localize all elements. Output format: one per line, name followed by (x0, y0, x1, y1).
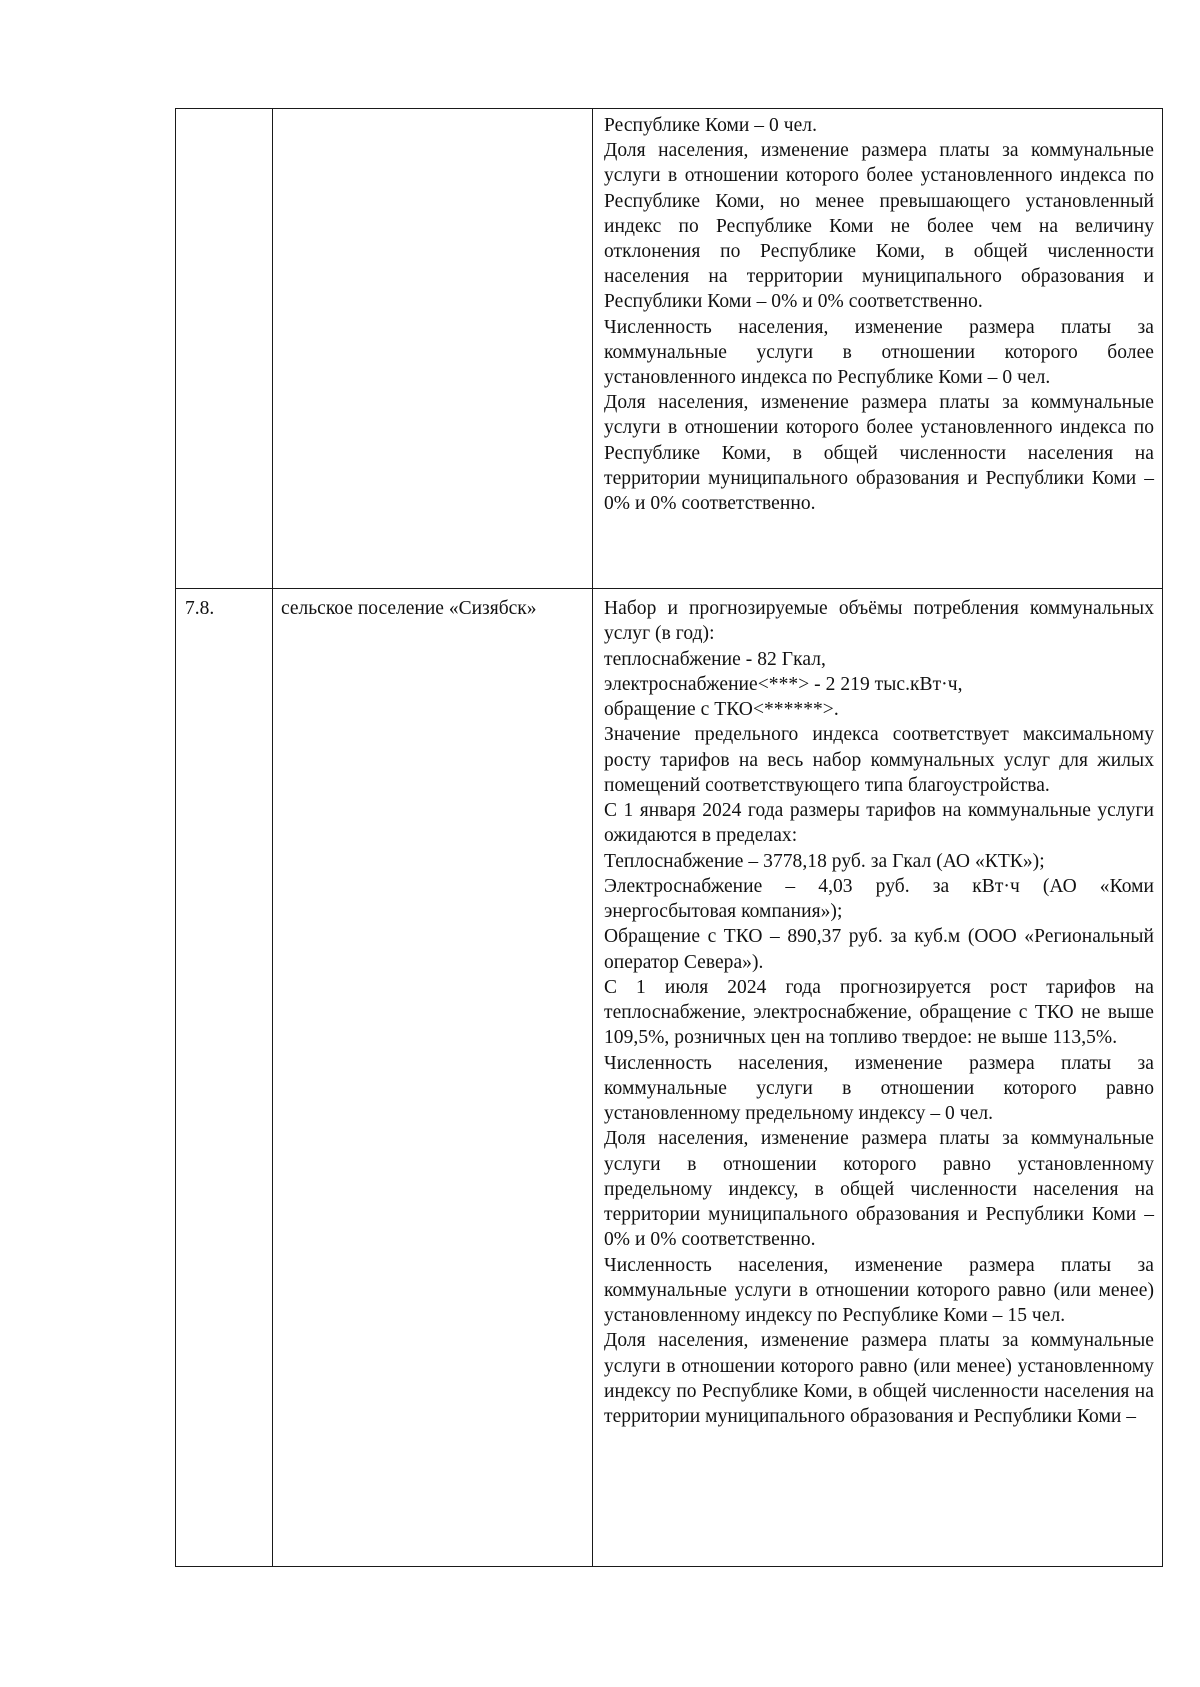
description-paragraph: Доля населения, изменение размера платы за коммунальные услуги в отношении которого более установленного индекса по Республике Коми, в общей численности населения на территории муниципального образования и Республики Коми – 0% и 0% соответственно. (604, 392, 1154, 515)
description-paragraph: электроснабжение<***> - 2 219 тыс.кВт·ч, (604, 673, 963, 695)
row-number-cell (176, 109, 273, 589)
description-paragraph: Республике Коми – 0 чел. (604, 115, 818, 136)
description-paragraph: Доля населения, изменение размера платы за коммунальные услуги в отношении которого более установленного индекса по Республике Коми, но менее превышающего установленный индекс по Республике Коми не более чем на величину отклонения по Республике Коми, в общей численности населения на территории муниципального образования и Республики Коми – 0% и 0% соответственно. (604, 140, 1154, 313)
description-paragraph: С 1 января 2024 года размеры тарифов на коммунальные услуги ожидаются в пределах: (604, 800, 1154, 847)
row-description-cell (593, 109, 1163, 589)
description-paragraph: Электроснабжение – 4,03 руб. за кВт·ч (АО «Коми энергосбытовая компания»); (604, 875, 1154, 922)
description-paragraph: теплоснабжение - 82 Гкал, (604, 648, 826, 670)
description-paragraph: Набор и прогнозируемые объёмы потребления коммунальных услуг (в год): (604, 598, 1154, 645)
description-paragraph: Теплоснабжение – 3778,18 руб. за Гкал (АО «КТК»); (604, 850, 1045, 872)
table-row (176, 589, 1163, 1567)
description-paragraph: Численность населения, изменение размера платы за коммунальные услуги в отношении которого более установленного индекса по Республике Коми – 0 чел. (604, 316, 1154, 389)
tariff-table (175, 108, 1163, 1567)
row-description-cell (593, 589, 1163, 1567)
description-paragraph: Численность населения, изменение размера платы за коммунальные услуги в отношении которого равно (или менее) установленному индексу по Республике Коми – 15 чел. (604, 1254, 1154, 1326)
description-paragraph: Значение предельного индекса соответствует максимальному росту тарифов на весь набор коммунальных услуг для жилых помещений соответствующего типа благоустройства. (604, 724, 1154, 796)
row-number-cell: 7.8. (176, 589, 273, 1567)
description-paragraph: Обращение с ТКО – 890,37 руб. за куб.м (ООО «Региональный оператор Севера»). (604, 926, 1154, 973)
table-row (176, 109, 1163, 589)
description-paragraph: Численность населения, изменение размера платы за коммунальные услуги в отношении которого равно установленному предельному индексу – 0 чел. (604, 1052, 1154, 1124)
description-paragraph: обращение с ТКО<******>. (604, 699, 839, 720)
row-name-cell: сельское поселение «Сизябск» (273, 589, 593, 1567)
row-name-cell (273, 109, 593, 589)
description-paragraph: Доля населения, изменение размера платы за коммунальные услуги в отношении которого равно установленному предельному индексу, в общей численности населения на территории муниципального образования и Республики Коми – 0% и 0% соответственно. (604, 1128, 1154, 1251)
description-paragraph: Доля населения, изменение размера платы за коммунальные услуги в отношении которого равно (или менее) установленному индексу по Республике Коми, в общей численности населения на территории муниципального образования и Республики Коми – (604, 1330, 1154, 1427)
description-paragraph: С 1 июля 2024 года прогнозируется рост тарифов на теплоснабжение, электроснабжение, обращение с ТКО не выше 109,5%, розничных цен на топливо твердое: не выше 113,5%. (604, 976, 1154, 1049)
